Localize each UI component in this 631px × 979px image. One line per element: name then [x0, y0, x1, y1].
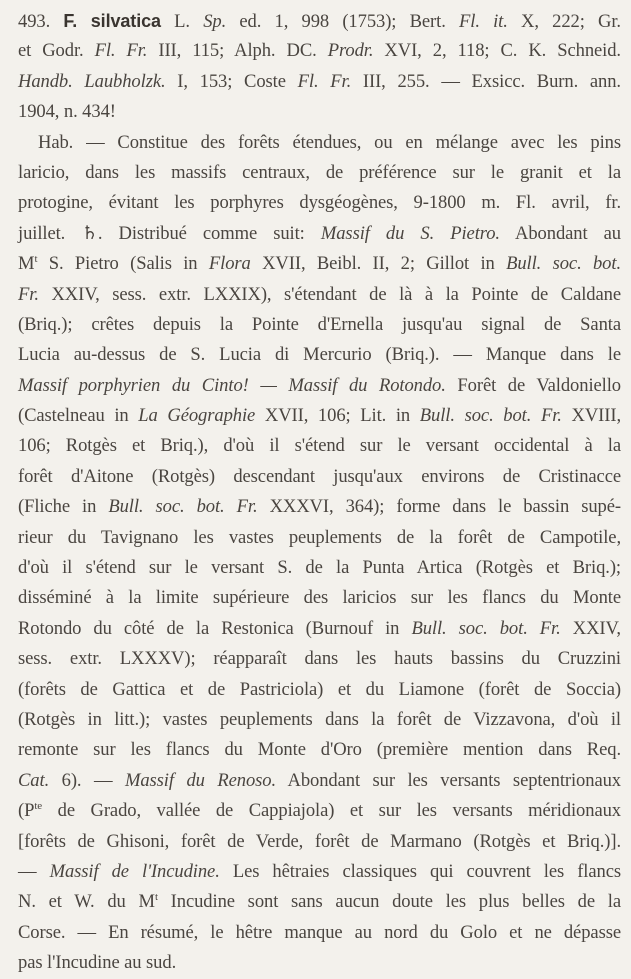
text-line — [18, 766, 621, 796]
text-segment: Incudine sont sans aucun doute les plus belles de la — [157, 891, 621, 913]
text-segment: XVI, 2, 118; C. K. Schneid. — [373, 40, 621, 62]
text-segment: t — [34, 252, 38, 265]
text-segment: (Fliche in — [18, 496, 109, 518]
text-segment: S. Pietro (Salis in — [37, 253, 209, 275]
text-line — [18, 128, 621, 158]
text-segment: d'où il s'étend sur le versant S. de la Punta Artica (Rotgès et Briq.); — [18, 557, 621, 579]
text-segment: Corse. — En résumé, le hêtre manque au nord du Golo et ne dépasse — [18, 921, 621, 943]
text-line — [18, 918, 621, 948]
text-segment: XXIV, — [560, 617, 621, 639]
text-segment: juillet. ♄. Distribué comme suit: — [18, 222, 321, 244]
text-segment: 1904, n. 434! — [18, 101, 116, 123]
text-segment: de Grado, vallée de Cappiajola) et sur les versants méridionaux — [42, 800, 621, 822]
text-line — [18, 553, 621, 583]
text-segment: protogine, évitant les porphyres dysgéogènes, 9-1800 m. Fl. avril, fr. — [18, 192, 621, 214]
text-segment: III, 255. — Exsicc. Burn. ann. — [351, 70, 621, 92]
text-segment: te — [34, 799, 43, 812]
text-segment: XVII, Beibl. II, 2; Gillot in — [250, 253, 507, 275]
text-line — [18, 887, 621, 917]
text-segment: Abondant sur les versants septentrionaux — [276, 769, 621, 791]
text-line — [18, 735, 621, 765]
italic-text: Prodr. — [327, 40, 374, 62]
text-line — [18, 280, 621, 310]
text-segment: disséminé à la limite supérieure des laricios sur les flancs du Monte — [18, 587, 621, 609]
text-segment: Hab. — Constitue des forêts étendues, ou en mélange avec les pins — [38, 131, 621, 153]
text-line — [18, 614, 621, 644]
text-segment: M — [18, 253, 35, 275]
text-segment: I, 153; Coste — [165, 70, 298, 92]
text-line — [18, 340, 621, 370]
text-line — [18, 36, 621, 66]
italic-text: Fl. it. — [459, 11, 508, 32]
text-segment: sess. extr. LXXXV); réapparaît dans les hauts bassins du Cruzzini — [18, 648, 621, 670]
italic-text: Cat. — [18, 769, 50, 791]
text-line — [18, 158, 621, 188]
text-line — [18, 310, 621, 340]
text-segment: XXXVI, 364); forme dans le bassin supé- — [257, 496, 621, 518]
text-segment: N. et W. du M — [18, 891, 155, 913]
text-line — [18, 705, 621, 735]
text-line — [18, 827, 621, 857]
text-segment: XXIV, sess. extr. LXXIX), s'étendant de là à la Pointe de Caldane — [38, 283, 621, 305]
text-segment: 6). — — [49, 769, 125, 791]
text-line — [18, 462, 621, 492]
text-segment: L. — [160, 11, 204, 32]
text-line — [18, 492, 621, 522]
text-segment: XVII, 106; Lit. in — [255, 405, 420, 427]
text-segment: t — [154, 891, 158, 904]
italic-text: Massif porphyrien du Cinto! — Massif du Rotondo. — [18, 374, 446, 396]
text-segment: (forêts de Gattica et de Pastriciola) et du Liamone (forêt de Soccia) — [18, 678, 621, 700]
text-segment: (P — [18, 800, 35, 822]
text-segment: Forêt de Valdoniello — [445, 374, 621, 396]
italic-text: Massif du Renoso. — [124, 769, 277, 791]
text-line — [18, 857, 621, 887]
text-line — [18, 431, 621, 461]
text-line — [18, 249, 621, 279]
text-line — [18, 796, 621, 826]
italic-text: Fl. Fr. — [94, 40, 148, 62]
text-segment: — — [18, 860, 50, 882]
text-line — [18, 644, 621, 674]
text-segment: 493. — [18, 11, 64, 32]
italic-text: Fr. — [18, 283, 39, 305]
italic-text: Bull. soc. bot. — [506, 253, 621, 275]
text-segment: rieur du Tavignano les vastes peuplements de la forêt de Campotile, — [18, 526, 621, 548]
italic-text: Sp. — [203, 11, 227, 32]
text-segment: Rotondo du côté de la Restonica (Burnouf in — [18, 617, 412, 639]
text-segment: [forêts de Ghisoni, forêt de Verde, forêt de Marmano (Rotgès et Briq.)]. — [18, 830, 621, 852]
text-line — [18, 67, 621, 97]
italic-text: Flora — [208, 253, 251, 275]
text-segment: et Godr. — [18, 40, 95, 62]
text-line — [18, 188, 621, 218]
text-segment: III, 115; Alph. DC. — [147, 40, 328, 62]
italic-text: Massif de l'Incudine. — [49, 860, 220, 882]
text-segment: (Rotgès in litt.); vastes peuplements dans la forêt de Vizzavona, d'où il — [18, 708, 621, 730]
text-segment: (Castelneau in — [18, 405, 139, 427]
text-line — [18, 583, 621, 613]
text-line — [18, 675, 621, 705]
italic-text: Bull. soc. bot. Fr. — [411, 617, 561, 639]
text-segment: Abondant au — [499, 222, 621, 244]
text-line — [18, 97, 621, 127]
species-entry-text — [18, 6, 621, 979]
text-segment: pas l'Incudine au sud. — [18, 952, 177, 974]
text-segment: ed. 1, 998 (1753); Bert. — [226, 11, 459, 32]
text-line — [18, 948, 621, 978]
text-segment: laricio, dans les massifs centraux, de préférence sur le granit et la — [18, 161, 621, 183]
text-segment: Lucia au-dessus de S. Lucia di Mercurio (Briq.). — Manque dans le — [18, 344, 621, 366]
text-line — [18, 523, 621, 553]
text-line — [18, 219, 621, 249]
italic-text: Fl. Fr. — [297, 70, 352, 92]
text-line — [18, 6, 621, 36]
text-line — [18, 371, 621, 401]
italic-text: Bull. soc. bot. Fr. — [108, 496, 258, 518]
text-line — [18, 401, 621, 431]
text-segment: (Briq.); crêtes depuis la Pointe d'Ernella jusqu'au signal de Santa — [18, 313, 621, 335]
species-name: F. silvatica — [63, 11, 161, 31]
text-segment: 106; Rotgès et Briq.), d'où il s'étend sur le versant occidental à la — [18, 435, 621, 457]
text-segment: XVIII, — [561, 405, 621, 427]
text-segment: Les hêtraies classiques qui couvrent les flancs — [219, 860, 621, 882]
text-segment: forêt d'Aitone (Rotgès) descendant jusqu'aux environs de Cristinacce — [18, 465, 621, 487]
text-segment: remonte sur les flancs du Monte d'Oro (première mention dans Req. — [18, 739, 621, 761]
italic-text: Bull. soc. bot. Fr. — [419, 405, 562, 427]
italic-text: La Géographie — [138, 405, 256, 427]
italic-text: Handb. Laubholzk. — [18, 70, 166, 92]
text-segment: X, 222; Gr. — [507, 11, 621, 32]
italic-text: Massif du S. Pietro. — [320, 222, 500, 244]
